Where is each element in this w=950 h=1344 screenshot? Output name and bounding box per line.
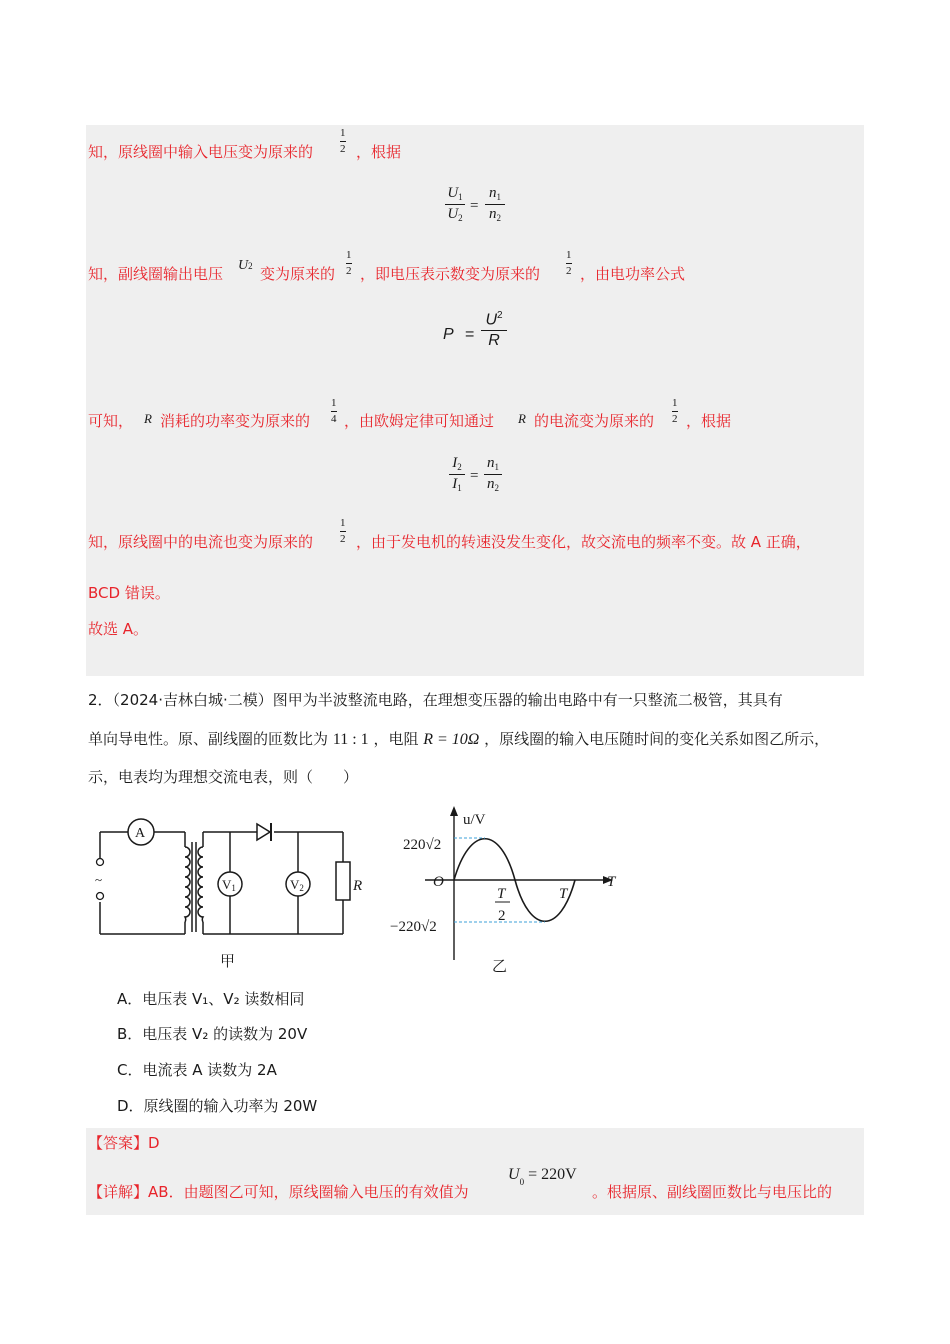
period-label: T — [559, 886, 568, 902]
origin-label: O — [433, 874, 444, 890]
question-line-2: 单向导电性。原、副线圈的匝数比为 11 : 1 ，电阻 R = 10Ω ，原线圈的输入电压随时间的变化关系如图乙所示， — [88, 730, 830, 748]
variable-u2: U2 — [238, 258, 253, 273]
question-line-1: 2．（2024·吉林白城·二模）图甲为半波整流电路，在理想变压器的输出电路中有一只整流二极管，其具有 — [88, 691, 783, 709]
peak-negative-label: −220√2 — [390, 919, 437, 935]
question-line-3: 示，电表均为理想交流电表，则（ ） — [88, 768, 359, 786]
solution-line-3-b: 消耗的功率变为原来的 — [160, 412, 311, 430]
y-axis-label: u/V — [463, 812, 486, 828]
svg-text:V2: V2 — [290, 877, 304, 893]
equation-power: P = $U^2$ R — [443, 310, 513, 365]
svg-text:V1: V1 — [222, 877, 236, 893]
solution-line-2-b: 变为原来的 — [260, 265, 336, 283]
resistor-label: R — [353, 878, 363, 894]
x-axis-label: T — [607, 874, 616, 890]
option-d[interactable]: D．原线圈的输入功率为 20W — [117, 1097, 318, 1115]
figure-yi-caption: 乙 — [492, 957, 508, 975]
solution-line-3-c: ，由欧姆定律可知通过 — [344, 412, 495, 430]
solution-line-5: BCD 错误。 — [88, 584, 170, 602]
option-b[interactable]: B．电压表 V₂ 的读数为 20V — [117, 1025, 308, 1043]
peak-positive-label: 220√2 — [403, 837, 442, 853]
solution-line-3-d: 的电流变为原来的 — [534, 412, 655, 430]
circuit-diagram — [90, 812, 365, 972]
equation-current-ratio: $I_2$ $I_1$ = $n_1$ $n_2$ — [449, 456, 509, 506]
fraction-half-4: 1 2 — [672, 397, 678, 425]
solution-line-2-d: ，由电功率公式 — [580, 265, 686, 283]
solution-line-1-tail: ，根据 — [356, 143, 402, 161]
ammeter-label: A — [135, 826, 146, 841]
detail-line-tail: 。根据原、副线圈匝数比与电压比的 — [592, 1183, 833, 1201]
variable-r-2: R — [518, 411, 526, 426]
fraction-half-3: 1 2 — [566, 249, 572, 277]
solution-line-4-b: ，由于发电机的转速没发生变化，故交流电的频率不变。故 A 正确， — [356, 533, 811, 551]
solution-line-2-c: ，即电压表示数变为原来的 — [360, 265, 541, 283]
solution-line-2: 知，副线圈输出电压 — [88, 265, 224, 283]
option-c[interactable]: C．电流表 A 读数为 2A — [117, 1061, 277, 1079]
figure-jia-caption: 甲 — [220, 952, 236, 970]
ac-source-label: ~ — [95, 872, 103, 887]
solution-line-3: 可知， — [88, 412, 134, 430]
voltage-waveform-graph — [385, 800, 625, 980]
solution-line-3-e: ，根据 — [686, 412, 732, 430]
fraction-half-2: 1 2 — [346, 249, 352, 277]
solution-line-4: 知，原线圈中的电流也变为原来的 — [88, 533, 314, 551]
equation-voltage-ratio: $U_1$ $U_2$ = $n_1$ $n_2$ — [445, 186, 505, 236]
fraction-quarter: 1 4 — [331, 397, 337, 425]
half-period-denominator: 2 — [498, 908, 506, 924]
diode-triangle — [257, 824, 270, 840]
detail-expression: $U_0 = 220V$ — [508, 1166, 577, 1187]
fraction-half-1: 1 2 — [340, 127, 346, 155]
variable-r-1: R — [144, 411, 152, 426]
option-a[interactable]: A．电压表 V₁、V₂ 读数相同 — [117, 990, 305, 1008]
detail-line: 【详解】AB．由题图乙可知，原线圈输入电压的有效值为 — [88, 1183, 469, 1201]
answer-line: 【答案】D — [88, 1134, 160, 1152]
half-period-numerator: T — [497, 886, 506, 902]
fraction-half-5: 1 2 — [340, 517, 346, 545]
solution-line-6: 故选 A。 — [88, 620, 149, 638]
solution-line-1: 知，原线圈中输入电压变为原来的 — [88, 143, 314, 161]
